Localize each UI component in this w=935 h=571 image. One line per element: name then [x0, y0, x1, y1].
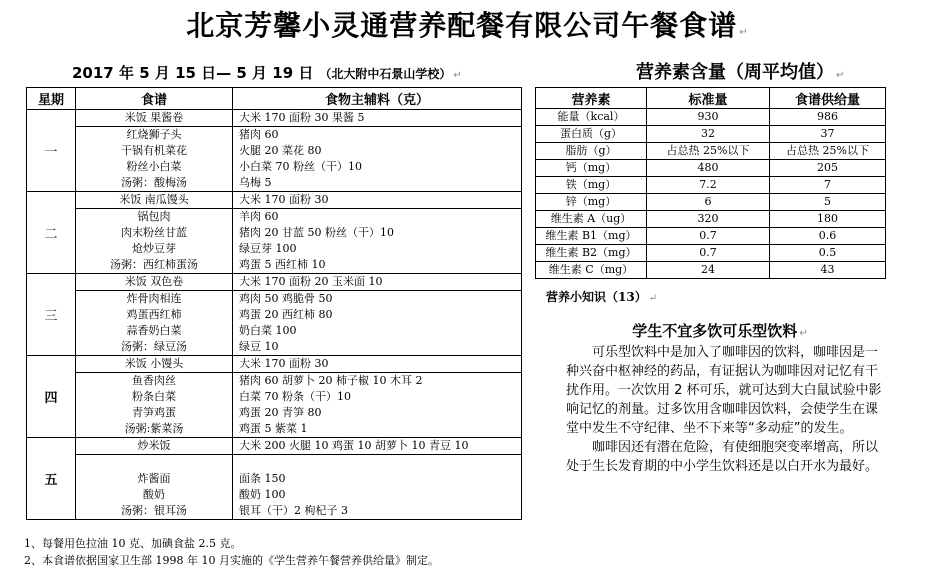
- dish-cell: 锅包肉 肉末粉丝甘蓝 炝炒豆芽 汤粥：西红柿蛋汤: [76, 209, 233, 274]
- supply-value: 43: [770, 262, 886, 279]
- nutrient-name: 维生素 A（ug）: [536, 211, 647, 228]
- ingredient-cell: 大米 200 火腿 10 鸡蛋 10 胡萝卜 10 青豆 10: [233, 438, 522, 455]
- nutrient-name: 维生素 C（mg）: [536, 262, 647, 279]
- nutrition-row: [536, 211, 886, 228]
- article-paragraph: 咖啡因还有潜在危险，有使细胞突变率增高，所以处于生长发育期的中小学生饮料还是以白开水为最好。: [566, 440, 879, 474]
- nutrient-name: 维生素 B1（mg）: [536, 228, 647, 245]
- nutrition-row: [536, 126, 886, 143]
- ingredient-cell: 猪肉 60 火腿 20 菜花 80 小白菜 70 粉丝（干）10 乌梅 5: [233, 127, 522, 192]
- date-text: 2017 年 5 月 15 日— 5 月 19 日: [72, 64, 314, 82]
- nutrient-name: 蛋白质（g）: [536, 126, 647, 143]
- supply-value: 7: [770, 177, 886, 194]
- supply-value: 986: [770, 109, 886, 126]
- weekday-cell: [27, 274, 76, 356]
- nutrient-name: 锌（mg）: [536, 194, 647, 211]
- ingredient-cell: 大米 170 面粉 30 果酱 5: [233, 110, 522, 127]
- header-menu: 食谱: [76, 88, 233, 110]
- header-nutrient: 营养素: [536, 88, 647, 109]
- weekday-cell: [27, 438, 76, 520]
- nutrition-table: [535, 87, 886, 279]
- nutrition-row: [536, 262, 886, 279]
- school-name: （北大附中石景山学校）: [319, 67, 452, 81]
- page-title: 北京芳馨小灵通营养配餐有限公司午餐食谱 ↵: [186, 9, 749, 42]
- standard-value: 32: [647, 126, 770, 143]
- dish-cell: 米饭 小馒头: [76, 356, 233, 373]
- standard-value: 0.7: [647, 245, 770, 262]
- nutrition-row: [536, 143, 886, 160]
- footnotes: [24, 535, 439, 569]
- standard-value: 320: [647, 211, 770, 228]
- article-body: [566, 343, 888, 476]
- menu-row: [27, 127, 522, 192]
- nutrition-row: [536, 177, 886, 194]
- standard-value: 0.7: [647, 228, 770, 245]
- weekday-label: 五: [44, 473, 58, 488]
- ingredient-cell: 大米 170 面粉 30: [233, 192, 522, 209]
- weekday-label: 一: [44, 145, 58, 160]
- dish-cell: 米饭 南瓜馒头: [76, 192, 233, 209]
- footnote: 2、本食谱依据国家卫生部 1998 年 10 月实施的《学生营养午餐营养供给量》制定。: [24, 554, 439, 567]
- ingredient-cell: 羊肉 60 猪肉 20 甘蓝 50 粉丝（干）10 绿豆芽 100 鸡蛋 5 西红柿 10: [233, 209, 522, 274]
- dish-cell: 米饭 双色卷: [76, 274, 233, 291]
- dish-cell: 炒米饭: [76, 438, 233, 455]
- menu-row: [27, 209, 522, 274]
- nutrient-name: 维生素 B2（mg）: [536, 245, 647, 262]
- header-weekday: 星期: [27, 88, 76, 110]
- dish-cell: 红烧狮子头 干锅有机菜花 粉丝小白菜 汤粥：酸梅汤: [76, 127, 233, 192]
- weekday-cell: [27, 356, 76, 438]
- menu-table: [26, 87, 522, 520]
- nutrient-name: 能量（kcal）: [536, 109, 647, 126]
- article-title: 学生不宜多饮可乐型饮料 ↵: [632, 322, 808, 340]
- supply-value: 占总热 25%以下: [770, 143, 886, 160]
- weekday-label: 二: [44, 227, 58, 242]
- ingredient-cell: 猪肉 60 胡萝卜 20 柿子椒 10 木耳 2 白菜 70 粉条（干）10 鸡蛋 20 青笋 80 鸡蛋 5 紫菜 1: [233, 373, 522, 438]
- supply-value: 0.5: [770, 245, 886, 262]
- menu-header-row: [27, 88, 522, 110]
- nutrition-row: [536, 245, 886, 262]
- ingredient-cell: 鸡肉 50 鸡脆骨 50 鸡蛋 20 西红柿 80 奶白菜 100 绿豆 10: [233, 291, 522, 356]
- dish-cell: 炸酱面 酸奶 汤粥：银耳汤: [76, 455, 233, 520]
- standard-value: 24: [647, 262, 770, 279]
- ingredient-cell: 大米 170 面粉 30: [233, 356, 522, 373]
- weekday-cell: [27, 192, 76, 274]
- nutrition-header-row: [536, 88, 886, 109]
- standard-value: 480: [647, 160, 770, 177]
- standard-value: 占总热 25%以下: [647, 143, 770, 160]
- menu-row: [27, 291, 522, 356]
- nutrition-row: [536, 194, 886, 211]
- supply-value: 205: [770, 160, 886, 177]
- nutrition-row: [536, 160, 886, 177]
- weekday-label: 三: [44, 309, 58, 324]
- menu-row: [27, 455, 522, 520]
- ingredient-cell: 大米 170 面粉 20 玉米面 10: [233, 274, 522, 291]
- supply-value: 180: [770, 211, 886, 228]
- nutrient-name: 脂肪（g）: [536, 143, 647, 160]
- supply-value: 37: [770, 126, 886, 143]
- header-ingredients: 食物主辅料（克）: [233, 88, 522, 110]
- header-standard: 标准量: [647, 88, 770, 109]
- header-supply: 食谱供给量: [770, 88, 886, 109]
- menu-row: [27, 356, 522, 373]
- menu-row: [27, 274, 522, 291]
- standard-value: 6: [647, 194, 770, 211]
- weekday-label: 四: [44, 391, 58, 406]
- dish-cell: 鱼香肉丝 粉条白菜 青笋鸡蛋 汤粥:紫菜汤: [76, 373, 233, 438]
- supply-value: 5: [770, 194, 886, 211]
- menu-row: [27, 373, 522, 438]
- menu-row: [27, 438, 522, 455]
- footnote: 1、每餐用色拉油 10 克、加碘食盐 2.5 克。: [24, 537, 242, 550]
- nutrition-row: [536, 228, 886, 245]
- dish-cell: 炸骨肉相连 鸡蛋西红柿 蒜香奶白菜 汤粥：绿豆汤: [76, 291, 233, 356]
- tip-label: 营养小知识（13） ↵: [546, 290, 658, 304]
- article-paragraph: 可乐型饮料中是加入了咖啡因的饮料，咖啡因是一种兴奋中枢神经的药品，有证据认为咖啡因对记忆有干扰作用。一次饮用 2 杯可乐，就可达到大白鼠试验中影响记忆的剂量。过多饮用含咖啡因饮料，会使学生在课堂中发生不守纪律、坐不下来等“多动症”的发生。: [566, 345, 882, 436]
- nutrition-heading: 营养素含量（周平均值） ↵: [636, 62, 845, 83]
- nutrient-name: 铁（mg）: [536, 177, 647, 194]
- ingredient-cell: 面条 150 酸奶 100 银耳（干）2 枸杞子 3: [233, 455, 522, 520]
- menu-row: [27, 192, 522, 209]
- nutrient-name: 钙（mg）: [536, 160, 647, 177]
- menu-row: [27, 110, 522, 127]
- dish-cell: 米饭 果酱卷: [76, 110, 233, 127]
- supply-value: 0.6: [770, 228, 886, 245]
- standard-value: 930: [647, 109, 770, 126]
- weekday-cell: [27, 110, 76, 192]
- date-range: 2017 年 5 月 15 日— 5 月 19 日 （北大附中石景山学校） ↵: [72, 64, 462, 82]
- nutrition-row: [536, 109, 886, 126]
- standard-value: 7.2: [647, 177, 770, 194]
